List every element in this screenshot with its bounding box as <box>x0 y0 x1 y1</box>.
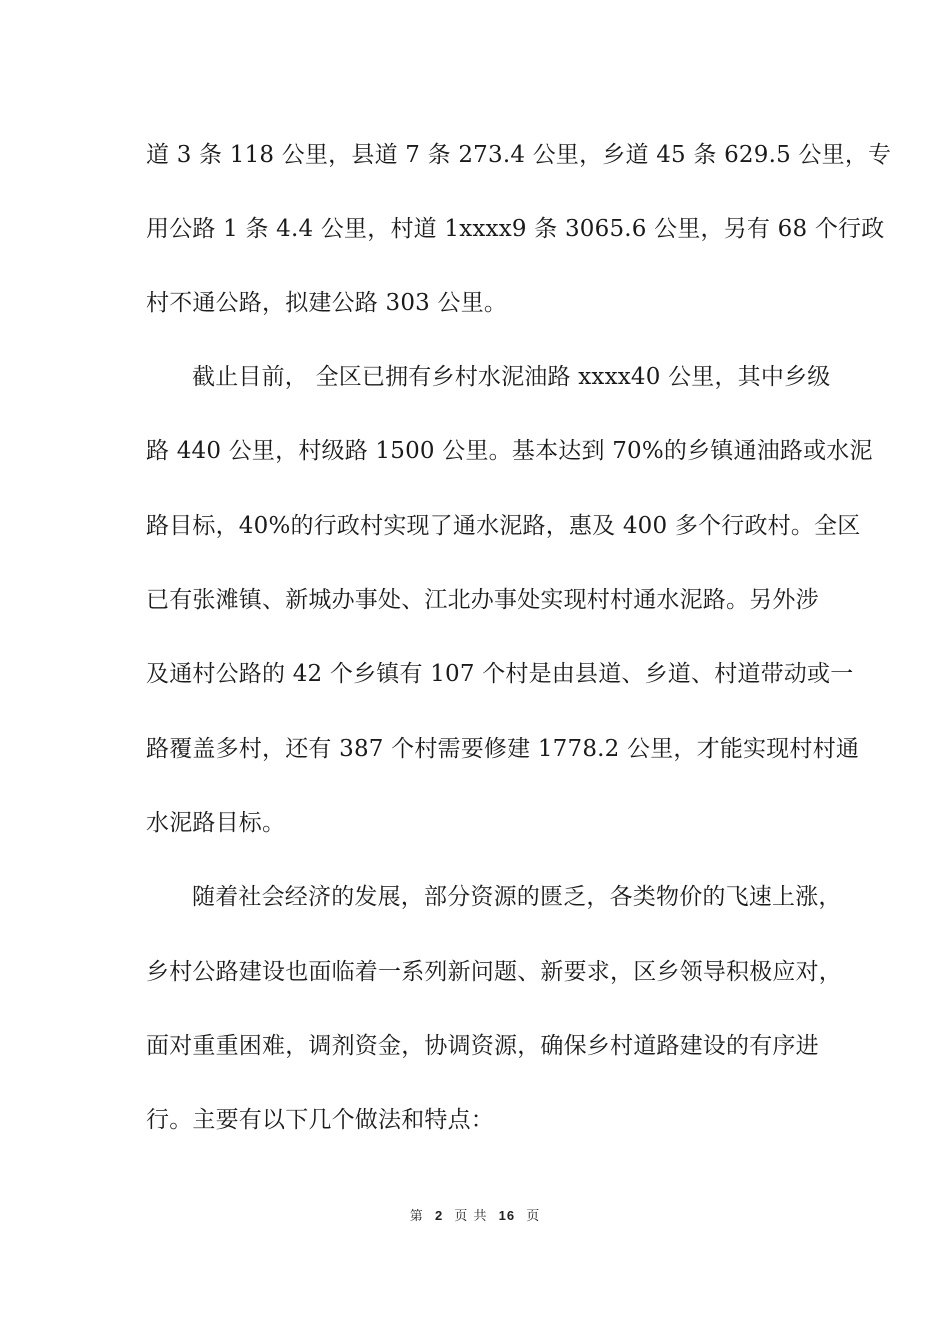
footer-prefix: 第 <box>409 1209 424 1224</box>
paragraph-1-line-2: 用公路 1 条 4.4 公里，村道 1xxxx9 条 3065.6 公里，另有 68 个行政 <box>146 216 885 242</box>
paragraph-2-line-2: 路 440 公里，村级路 1500 公里。基本达到 70%的乡镇通油路或水泥 <box>146 438 873 464</box>
paragraph-2-line-4: 已有张滩镇、新城办事处、江北办事处实现村村通水泥路。另外涉 <box>146 587 819 613</box>
footer-suffix: 页 <box>526 1209 541 1224</box>
current-page-number: 2 <box>434 1208 444 1223</box>
paragraph-1-line-1: 道 3 条 118 公里，县道 7 条 273.4 公里，乡道 45 条 629.5 公里，专 <box>146 142 892 168</box>
paragraph-2-line-7: 水泥路目标。 <box>146 810 286 836</box>
paragraph-2-line-6: 路覆盖多村，还有 387 个村需要修建 1778.2 公里，才能实现村村通 <box>146 736 860 762</box>
paragraph-3-line-2: 乡村公路建设也面临着一系列新问题、新要求，区乡领导积极应对， <box>146 959 842 985</box>
paragraph-1-line-3: 村不通公路，拟建公路 303 公里。 <box>146 290 508 316</box>
footer-middle: 页 共 <box>454 1209 488 1224</box>
paragraph-3-line-3: 面对重重困难，调剂资金，协调资源，确保乡村道路建设的有序进 <box>146 1033 819 1059</box>
page-number-footer <box>0 1206 950 1227</box>
total-pages-number: 16 <box>498 1208 516 1223</box>
paragraph-3-line-1: 随着社会经济的发展，部分资源的匮乏，各类物价的飞速上涨， <box>192 884 842 910</box>
paragraph-2-line-1: 截止目前， 全区已拥有乡村水泥油路 xxxx40 公里，其中乡级 <box>192 364 831 390</box>
paragraph-2-line-5: 及通村公路的 42 个乡镇有 107 个村是由县道、乡道、村道带动或一 <box>146 661 854 687</box>
paragraph-3-line-4: 行。主要有以下几个做法和特点： <box>146 1107 494 1133</box>
paragraph-2-line-3: 路目标，40%的行政村实现了通水泥路，惠及 400 多个行政村。全区 <box>146 513 861 539</box>
